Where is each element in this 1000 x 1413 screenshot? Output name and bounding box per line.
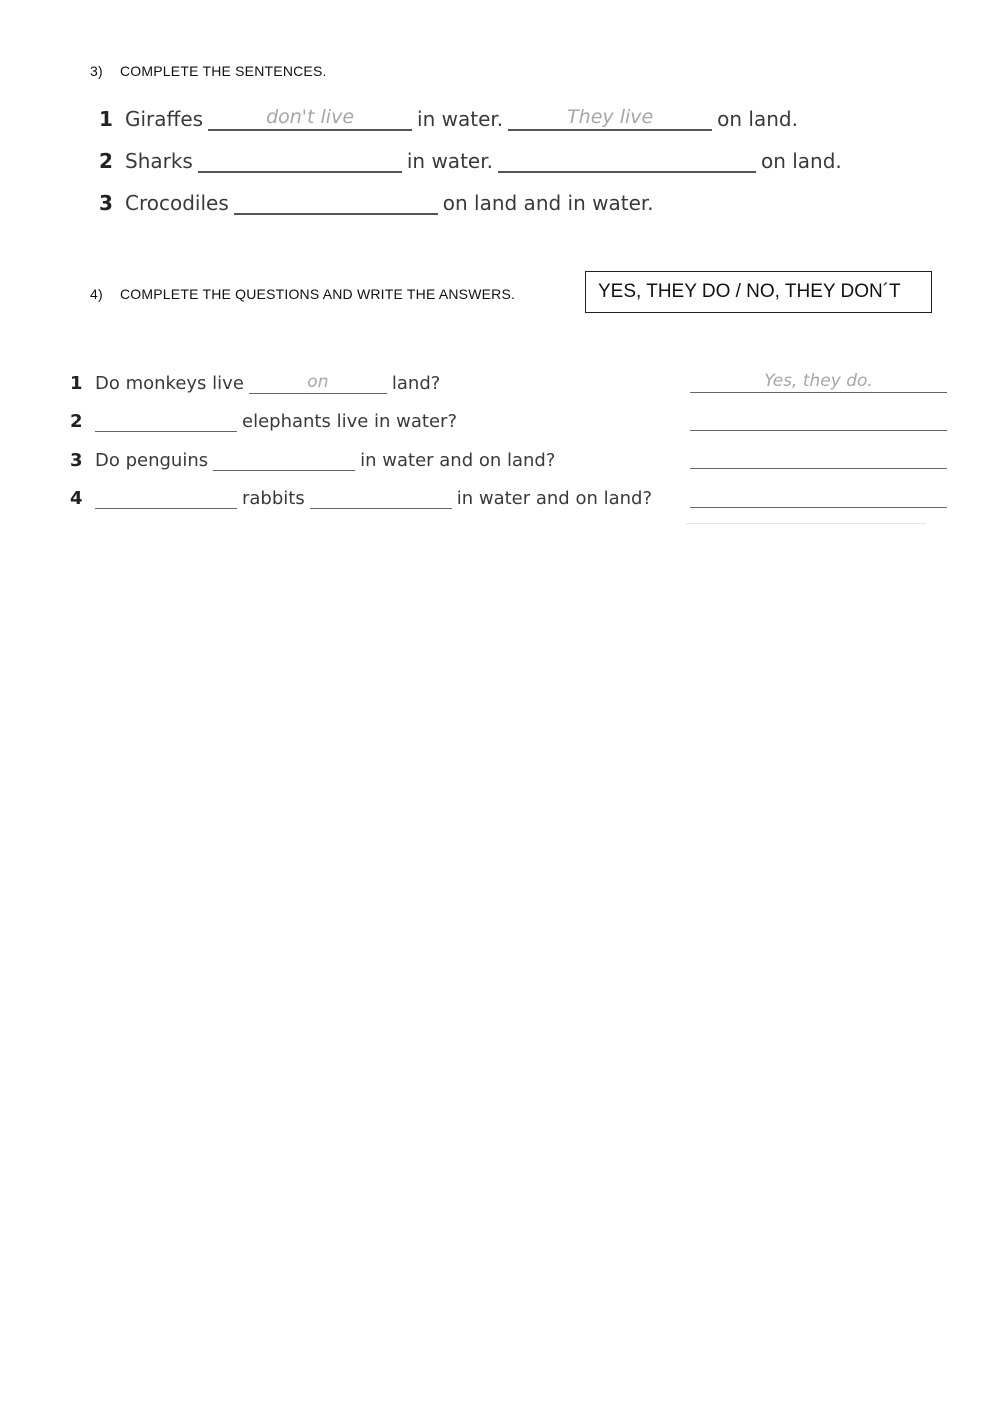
exercise-3-sentence-1 xyxy=(99,101,798,131)
sentence-subject: Crocodiles xyxy=(125,191,229,215)
item-number: 1 xyxy=(70,373,83,394)
answer-blank[interactable] xyxy=(234,189,438,215)
question-text: Do monkeys live xyxy=(95,373,244,394)
sentence-subject: Sharks xyxy=(125,149,193,173)
question-text: Do penguins xyxy=(95,450,209,471)
question-text: in water and on land? xyxy=(360,450,556,471)
question-text: land? xyxy=(391,373,441,394)
exercise-4-title: COMPLETE THE QUESTIONS AND WRITE THE ANSWERS. xyxy=(120,286,516,302)
sample-answer: on xyxy=(307,372,329,392)
answer-blank[interactable] xyxy=(498,147,756,173)
answer-blank[interactable] xyxy=(95,486,237,509)
sentence-text: on land. xyxy=(760,149,842,173)
sample-answer: Yes, they do. xyxy=(764,371,873,391)
item-number: 3 xyxy=(70,450,83,471)
exercise-4-question-2 xyxy=(70,402,457,432)
answer-line-4[interactable] xyxy=(690,485,947,508)
exercise-3-title: COMPLETE THE SENTENCES. xyxy=(120,63,327,79)
answer-line-1[interactable] xyxy=(690,370,947,393)
answer-blank[interactable] xyxy=(508,105,712,131)
exercise-4-question-3 xyxy=(70,441,555,471)
answer-blank[interactable] xyxy=(249,371,387,394)
question-text: elephants live in water? xyxy=(242,411,457,432)
item-number: 4 xyxy=(70,488,83,509)
answer-line-2[interactable] xyxy=(690,408,947,431)
exercise-3-number: 3) xyxy=(90,63,103,79)
answer-blank[interactable] xyxy=(310,486,452,509)
item-number: 1 xyxy=(99,107,113,131)
exercise-3-sentence-2 xyxy=(99,143,842,173)
sentence-text: in water. xyxy=(417,107,504,131)
question-text: in water and on land? xyxy=(456,488,653,509)
answer-blank[interactable] xyxy=(213,448,355,471)
sample-answer: don't live xyxy=(266,106,355,128)
exercise-3-sentence-3 xyxy=(99,185,654,215)
item-number: 2 xyxy=(99,149,113,173)
exercise-4-question-1 xyxy=(70,364,440,394)
exercise-4-question-4 xyxy=(70,479,652,509)
exercise-4-heading xyxy=(90,286,515,302)
sentence-text: on land. xyxy=(717,107,798,131)
answer-options-box: YES, THEY DO / NO, THEY DON´T xyxy=(585,271,932,313)
sample-answer: They live xyxy=(567,106,654,128)
exercise-4-number: 4) xyxy=(90,286,103,302)
item-number: 3 xyxy=(99,191,113,215)
exercise-3-heading xyxy=(90,63,327,79)
answer-blank[interactable] xyxy=(198,147,402,173)
sentence-text: on land and in water. xyxy=(442,191,654,215)
sentence-text: in water. xyxy=(406,149,493,173)
sentence-subject: Giraffes xyxy=(125,107,204,131)
answer-line-3[interactable] xyxy=(690,446,947,469)
question-text: rabbits xyxy=(242,488,305,509)
answer-blank[interactable] xyxy=(95,409,237,432)
item-number: 2 xyxy=(70,411,83,432)
faint-divider xyxy=(686,523,926,524)
answer-blank[interactable] xyxy=(208,105,412,131)
